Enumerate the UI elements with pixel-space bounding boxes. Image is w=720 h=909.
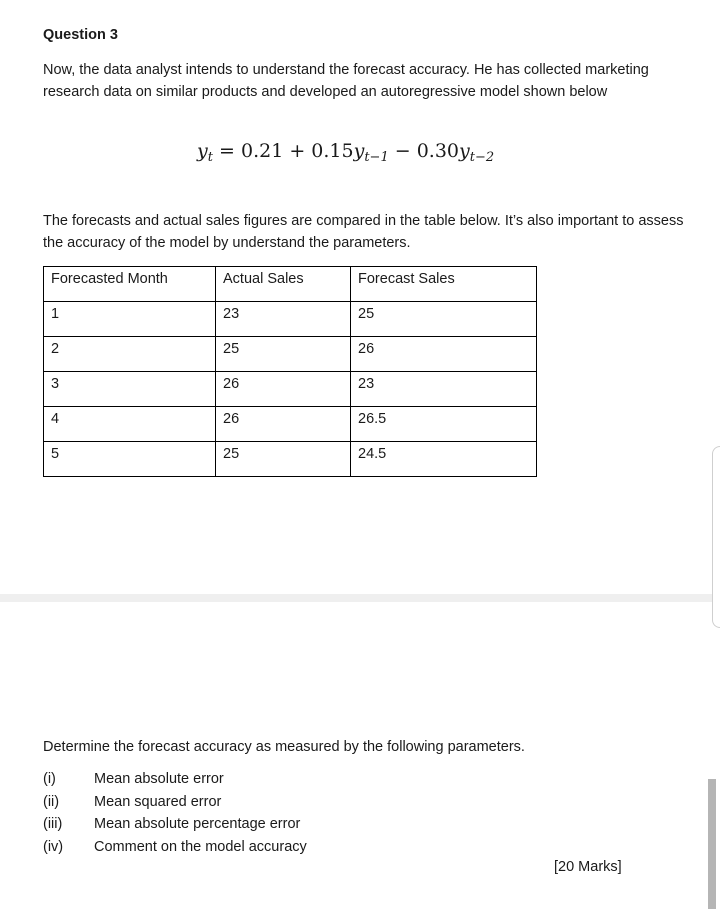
eq-lhs-var: y — [197, 140, 208, 162]
list-item — [43, 836, 307, 859]
marks-label: [20 Marks] — [554, 859, 622, 875]
cell-forecast: 26.5 — [351, 407, 537, 442]
eq-constant-term: = 0.21 + 0.15 — [219, 140, 354, 162]
table-row — [44, 407, 537, 442]
eq-term2-sub: t−2 — [469, 150, 495, 165]
item-number: (iii) — [43, 816, 63, 833]
header-forecast-sales: Forecast Sales — [351, 267, 537, 302]
header-actual-sales: Actual Sales — [216, 267, 351, 302]
item-text: Mean absolute percentage error — [94, 816, 301, 833]
cell-forecast: 26 — [351, 337, 537, 372]
task-list — [43, 768, 307, 859]
task-instruction: Determine the forecast accuracy as measured by the following parameters. — [43, 739, 525, 755]
cell-month: 5 — [44, 442, 216, 477]
cell-month: 2 — [44, 337, 216, 372]
autoregressive-equation — [197, 140, 494, 165]
item-text: Mean squared error — [94, 793, 222, 810]
sales-table — [43, 266, 537, 477]
item-number: (ii) — [43, 793, 60, 810]
cell-month: 3 — [44, 372, 216, 407]
item-number: (i) — [43, 771, 56, 787]
cell-actual: 26 — [216, 407, 351, 442]
table-row — [44, 372, 537, 407]
cell-actual: 25 — [216, 442, 351, 477]
cell-forecast: 25 — [351, 302, 537, 337]
list-item — [43, 813, 307, 836]
item-number: (iv) — [43, 839, 64, 856]
list-item — [43, 791, 307, 814]
cell-forecast: 24.5 — [351, 442, 537, 477]
cell-actual: 25 — [216, 337, 351, 372]
question-title: Question 3 — [43, 27, 118, 43]
intro-paragraph: Now, the data analyst intends to understand the forecast accuracy. He has collected marketing research data on similar products and developed an autoregressive model shown below — [43, 62, 649, 100]
item-text: Mean absolute error — [94, 771, 224, 787]
cell-forecast: 23 — [351, 372, 537, 407]
eq-term1-sub: t−1 — [364, 150, 389, 165]
table-row — [44, 442, 537, 477]
table-row — [44, 302, 537, 337]
page-separator — [0, 594, 720, 602]
eq-lhs-sub: t — [207, 150, 213, 165]
scrollbar-thumb[interactable] — [708, 779, 716, 909]
cell-month: 4 — [44, 407, 216, 442]
table-header-row — [44, 267, 537, 302]
cell-month: 1 — [44, 302, 216, 337]
cell-actual: 26 — [216, 372, 351, 407]
compare-paragraph: The forecasts and actual sales figures are compared in the table below. It’s also important to assess the accuracy of the model by understand the parameters. — [43, 213, 684, 251]
eq-operator: − 0.30 — [388, 140, 460, 162]
table-row — [44, 337, 537, 372]
item-text: Comment on the model accuracy — [94, 839, 307, 856]
side-panel-handle[interactable] — [712, 446, 720, 628]
list-item — [43, 768, 307, 791]
eq-term1-var: y — [353, 140, 365, 162]
cell-actual: 23 — [216, 302, 351, 337]
header-forecasted-month: Forecasted Month — [44, 267, 216, 302]
eq-term2-var: y — [459, 140, 470, 162]
